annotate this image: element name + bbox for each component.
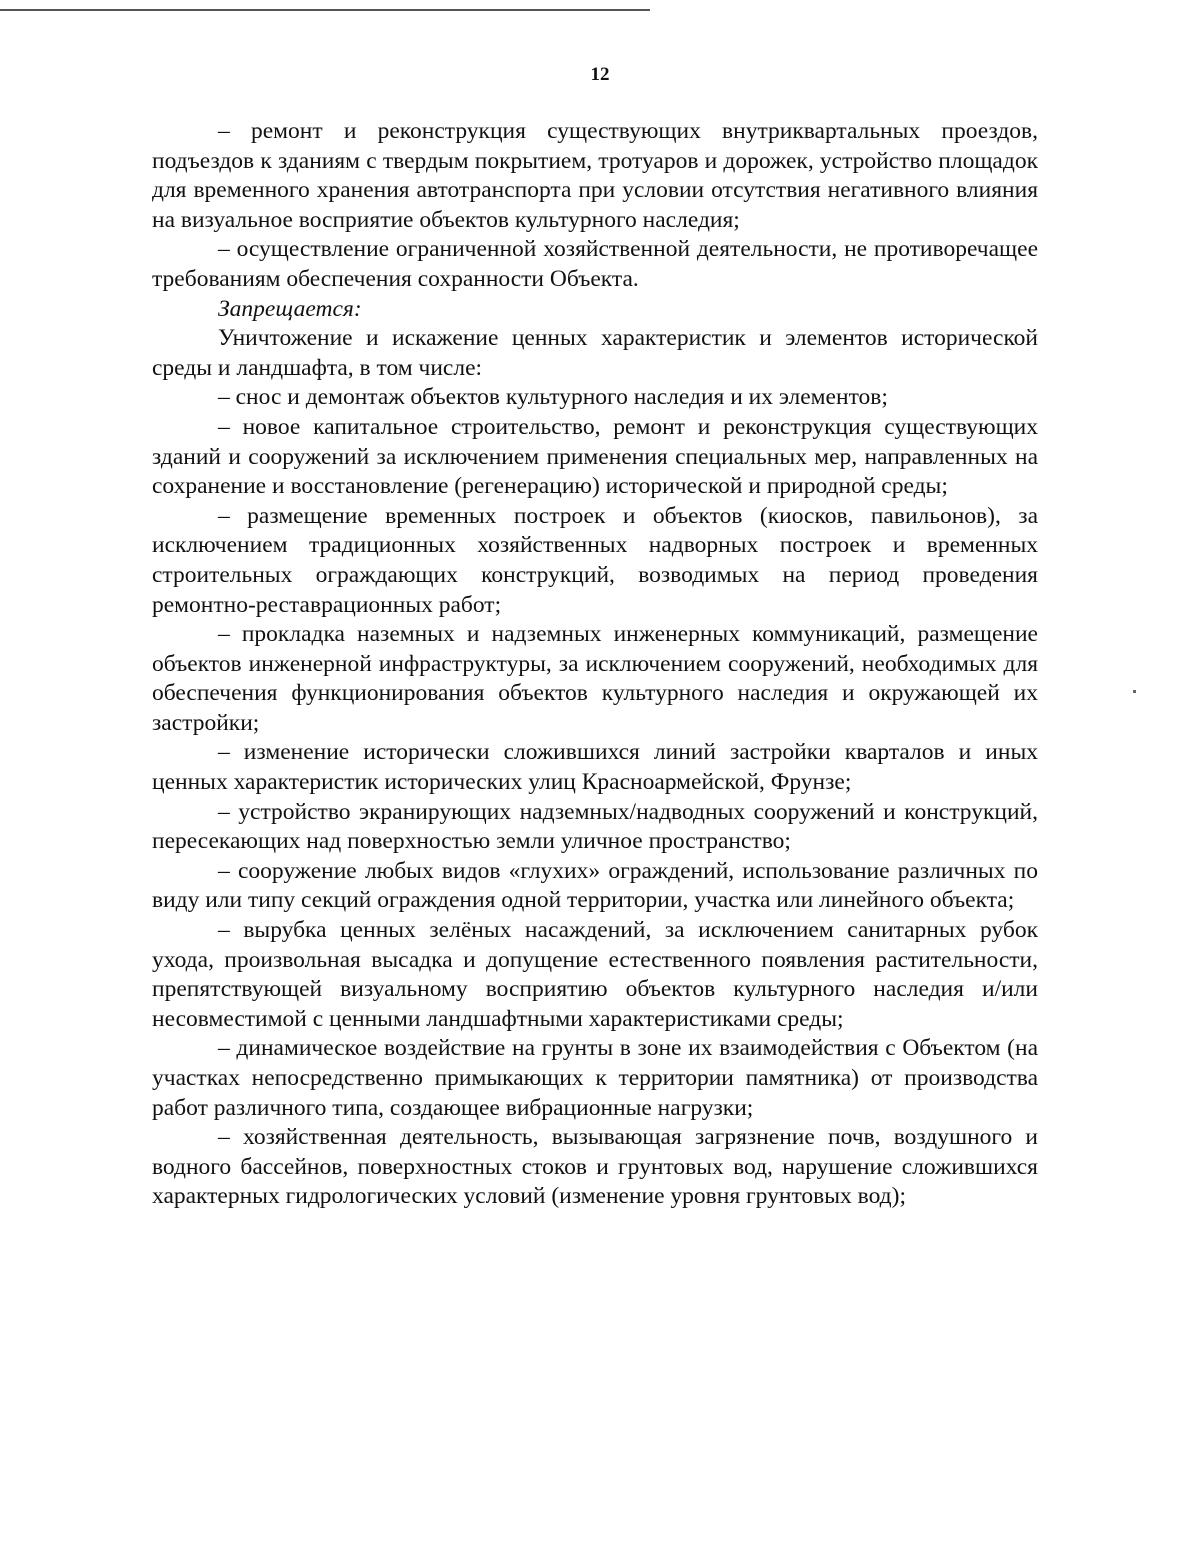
paragraph-item-9: – сооружение любых видов «глухих» ограждений, использование различных по виду или типу секций ограждения одной территории, участка или линейного объекта; bbox=[152, 857, 1038, 914]
paragraph-item-3: – снос и демонтаж объектов культурного наследия и их элементов; bbox=[218, 384, 888, 411]
paragraph-item-5: – размещение временных построек и объектов (киосков, павильонов), за исключением традиционных хозяйственных надворных построек и временных строительных ограждающих конструкций, возводимых на период проведения ремонтно-реставрационных работ; bbox=[152, 502, 1038, 618]
paragraph-item-12: – хозяйственная деятельность, вызывающая загрязнение почв, воздушного и водного бассейнов, поверхностных стоков и грунтовых вод, нарушение сложившихся характерных гидрологических условий (изменение уровня грунтовых вод); bbox=[152, 1124, 1038, 1210]
scan-edge-line bbox=[0, 9, 650, 11]
paragraph-item-1: – ремонт и реконструкция существующих внутриквартальных проездов, подъездов к зданиям с твердым покрытием, тротуаров и дорожек, устройство площадок для временного хранения автотранспорта при условии отсутствия негативного влияния на визуальное восприятие объектов культурного наследия; bbox=[152, 118, 1038, 233]
scan-speck bbox=[1133, 690, 1136, 693]
paragraph-item-7: – изменение исторически сложившихся линий застройки кварталов и иных ценных характеристик исторических улиц Красноармейской, Фрунзе; bbox=[152, 739, 1038, 796]
paragraph-item-4: – новое капитальное строительство, ремонт и реконструкция существующих зданий и сооружений за исключением применения специальных мер, направленных на сохранение и восстановление (регенерацию) исторической и природной среды; bbox=[152, 413, 1038, 500]
paragraph-item-11: – динамическое воздействие на грунты в зоне их взаимодействия с Объектом (на участках непосредственно примыкающих к территории памятника) от производства работ различного типа, создающее вибрационные нагрузки; bbox=[152, 1035, 1038, 1121]
document-body bbox=[152, 117, 1038, 1212]
paragraph-item-8: – устройство экранирующих надземных/надводных сооружений и конструкций, пересекающих над поверхностью земли уличное пространство; bbox=[152, 798, 1038, 855]
paragraph-intro-prohibited: Уничтожение и искажение ценных характеристик и элементов исторической среды и ландшафта, в том числе: bbox=[152, 325, 1038, 381]
paragraph-item-6: – прокладка наземных и надземных инженерных коммуникаций, размещение объектов инженерной инфраструктуры, за исключением сооружений, необходимых для обеспечения функционирования объектов культурного наследия и окружающей их застройки; bbox=[152, 621, 1038, 736]
prohibited-heading: Запрещается: bbox=[218, 295, 362, 322]
paragraph-item-2: – осуществление ограниченной хозяйственной деятельности, не противоречащее требованиям обеспечения сохранности Объекта. bbox=[152, 236, 1038, 292]
paragraph-item-10: – вырубка ценных зелёных насаждений, за исключением санитарных рубок ухода, произвольная высадка и допущение естественного появления растительности, препятствующей визуальному восприятию объектов культурного наследия и/или несовместимой с ценными ландшафтными характеристиками среды; bbox=[152, 917, 1038, 1032]
page-number: 12 bbox=[590, 64, 610, 85]
